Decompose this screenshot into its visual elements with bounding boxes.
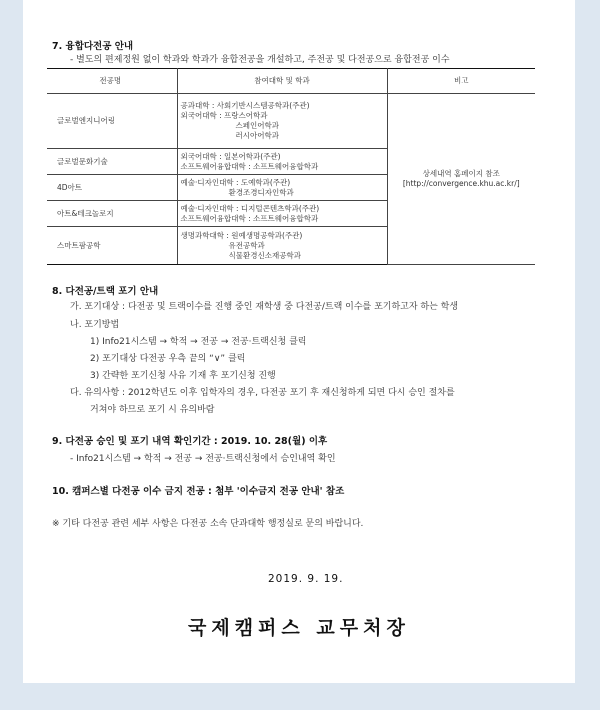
major-name: 아트&테크놀로지 bbox=[47, 201, 177, 227]
dept-line: 외국어대학 : 프랑스어학과 bbox=[180, 111, 268, 120]
major-name: 글로벌문화기술 bbox=[47, 149, 177, 175]
dept-line: 예술·디자인대학 : 도예학과(주관) bbox=[180, 177, 291, 187]
dept-line: 예술·디자인대학 : 디지털콘텐츠학과(주관) bbox=[180, 203, 320, 213]
major-name: 스마트팜공학 bbox=[47, 227, 177, 265]
major-name: 글로벌엔지니어링 bbox=[47, 94, 177, 149]
dept-line: 공과대학 : 사회기반시스템공학과(주관) bbox=[180, 101, 310, 110]
footnote: ※ 기타 다전공 관련 세부 사항은 다전공 소속 단과대학 행정실로 문의 바랍니다. bbox=[52, 519, 364, 529]
table-note bbox=[387, 94, 535, 265]
dept-line: 생명과학대학 : 원예생명공학과(주관) bbox=[180, 230, 303, 240]
section8-caution-line1: 다. 유의사항 : 2012학년도 이후 입학자의 경우, 다전공 포기 후 재신청하게 되면 다시 승인 절차를 bbox=[70, 388, 455, 398]
section10-heading: 10. 캠퍼스별 다전공 이수 금지 전공 : 첨부 '이수금지 전공 안내' 참조 bbox=[52, 486, 345, 497]
dept-line: 유전공학과 bbox=[228, 240, 265, 250]
issuing-office: 국제캠퍼스 교무처장 bbox=[188, 617, 410, 639]
header-major: 전공명 bbox=[47, 69, 177, 94]
note-line: 상세내역 홈페이지 참조 bbox=[422, 169, 500, 178]
dept-line: 소프트웨어융합대학 : 소프트웨어융합학과 bbox=[180, 213, 319, 223]
section8-heading: 8. 다전공/트랙 포기 안내 bbox=[52, 286, 159, 297]
major-depts bbox=[177, 227, 387, 265]
table-header-row bbox=[47, 69, 535, 94]
dept-line: 외국어대학 : 일본어학과(주관) bbox=[180, 151, 281, 161]
major-depts bbox=[177, 149, 387, 175]
note-url: [http://convergence.khu.ac.kr/] bbox=[402, 179, 520, 188]
section9-heading: 9. 다전공 승인 및 포기 내역 확인기간 : 2019. 10. 28(월) 이후 bbox=[52, 436, 328, 447]
header-note: 비고 bbox=[387, 69, 535, 94]
dept-line: 식물환경신소재공학과 bbox=[228, 250, 301, 260]
dept-line: 환경조경디자인학과 bbox=[228, 187, 294, 197]
section7-heading: 7. 융합다전공 안내 bbox=[52, 41, 134, 52]
section8-step1: 1) Info21시스템 → 학적 → 전공 → 전공·트랙신청 클릭 bbox=[90, 337, 307, 347]
table-row bbox=[47, 94, 535, 149]
section8-method: 나. 포기방법 bbox=[70, 320, 120, 330]
section8-step2: 2) 포기대상 다전공 우측 끝의 “∨” 클릭 bbox=[90, 354, 246, 364]
dept-line: 소프트웨어융합대학 : 소프트웨어융합학과 bbox=[180, 161, 319, 171]
document-date: 2019. 9. 19. bbox=[268, 573, 344, 585]
section8-caution-line2: 거쳐야 하므로 포기 시 유의바람 bbox=[90, 405, 215, 415]
section8-target: 가. 포기대상 : 다전공 및 트랙이수를 진행 중인 재학생 중 다전공/트랙 이수를 포기하고자 하는 학생 bbox=[70, 302, 459, 312]
convergence-major-table bbox=[47, 68, 535, 265]
dept-line: 러시아어학과 bbox=[235, 131, 279, 140]
section9-item: - Info21시스템 → 학적 → 전공 → 전공·트랙신청에서 승인내역 확인 bbox=[70, 454, 336, 464]
major-depts bbox=[177, 201, 387, 227]
section7-description: - 별도의 편제정원 없이 학과와 학과가 융합전공을 개설하고, 주전공 및 다전공으로 융합전공 이수 bbox=[70, 55, 450, 65]
section8-step3: 3) 간략한 포기신청 사유 기재 후 포기신청 진행 bbox=[90, 371, 276, 381]
major-name: 4D아트 bbox=[47, 175, 177, 201]
major-depts bbox=[177, 175, 387, 201]
header-depts: 참여대학 및 학과 bbox=[177, 69, 387, 94]
dept-line: 스페인어학과 bbox=[235, 121, 279, 130]
major-depts bbox=[177, 94, 387, 149]
